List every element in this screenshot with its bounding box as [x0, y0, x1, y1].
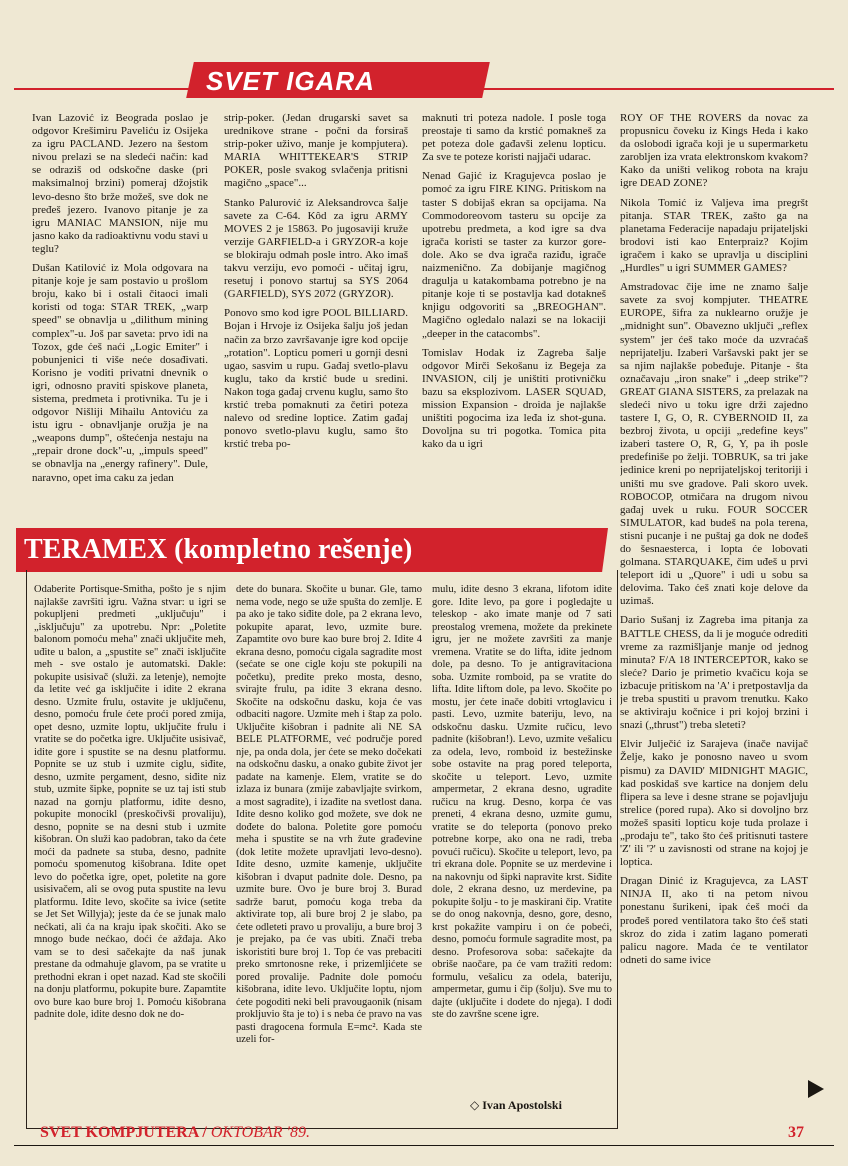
- teramex-column-1: [34, 584, 226, 1120]
- teramex-text-2: dete do bunara. Skočite u bunar. Gle, tamo nema vode, nego se uže spušta do zemlje. E pa ako je tako siđite dole, pa 2 ekrana levo, pokupite aparat, levo, uzmite bure. Zapamtite ovo bure kao bure broj 2. Idite 4 ekrana desno, pomoću cigala sagradite most (sećate se one cigle koju ste pokupili na početku), predite preko mosta, desno, svirajte frulu, pa idite 3 ekrana desno. Skočite na odskočnu dasku, koja će vas odbaciti nagore. Uzmite meh i štap za polo. Uključite kišobran i padnite ali NE SA BELE PLATFORME, već područje pored nje, pa onda dola, jer ćete se meko dočekati na odskočnu dasku, a onako gubite život jer padate na kamenje. Elem, vratite se do izlaza iz bunara (zmije zabavljajte svirkom, a most sagradite), i izađite na svetlost dana. Idite desno koliko god možete, sve dok ne dođete do balona. Poletite gore pomoću meha i spustite se na vrh žute građevine (dok letite možete upravljati levo-desno). Idite desno, uzmite kamenje, uključite kišobran i dvaput padnite dole. Desno, pa uzmite bure. Ovo je bure broj 3. Burad sadrže barut, pomoću koga treba da aktivirate top, ali bure broj 2 je slabo, pa ćete odleteti pravo u provaliju, a bure broj 3 je prejako, pa će vas ubiti. Znači treba iskoristiti bure broj 1. Top će vas prebaciti preko smrtonosne reke, i prizemljićete se pored provalije. Padnite dole pomoću kišobrana, idite levo. Uključite loptu, njom ćete pogoditi neki beli pravougaonik (nisam prokljuvio šta je to) i s neba će pravo na vas pasti dragocena formula E=mc². Kada ste uzeli for-: [236, 584, 422, 1045]
- letter-nikola-tomic: Nikola Tomić iz Valjeva ima pregršt pitanja. STAR TREK, zašto ga na planetama Federacije napadaju prijateljski brodovi isti kao Enterpraiz? Kojim igračem i kako se upravlja u disciplini „Hurdles" u igri SUMMER GAMES?: [620, 196, 808, 275]
- teramex-text-3: mulu, idite desno 3 ekrana, lifotom idite gore. Idite levo, pa gore i pogledajte u teleskop - ako imate manje od 7 sati preostalog vremena, možete da prekinete igru, jer ne možete završiti za manje vremena. Vratite se do lifta, idite jednom dole, pa desno. To je antigravitaciona soba. Uzmite romboid, pa se vratite do lifta. Idite liftom dole, pa levo. Skočite po mostu, jer ćete inače dobiti vrtoglavicu i pasti. Levo, uzmite bateriju, levo, na odskočnu dasku. Uzmite ručicu, levo padnite (kišobran!). Levo, uzmite vešalicu za odela, levo, romboid iz bestežinske sobe ostavite na prag pored teleporta, skočite u teleport. Levo, uzmite ampermetar, 2 ekrana desno, ugradite ručicu na krug. Desno, korpa će vas preneti, 4 ekrana desno, uzmite gumu, vratite se do teleporta (ponovo preko potrebne korpe, ako ona ne radi, treba povući ručicu). Skočite u teleport, levo, pa tri ekrana dole. Popnite se uz merdevine i na nakovnju od šipki napravite krst. Siđite dole, 2 ekrana desno, uz merdevine, pa pokupite šolju - to je maskirani čip. Vratite se do onog nakovnja, desno, gore, desno, krst pokažite vampiru i on će pobeći, desno, pomoću formule sagradite most, pa desno. Profesorova soba: sačekajte da obriše naočare, pa će vam tražiti redom: formulu, vešalicu za odela, bateriju, ampermetar, gumu i čip (šolju). Sve mu to dajte (uključite i dodete do njega). I dođi ste do završne scene igre.: [432, 584, 612, 1020]
- page-number: 37: [788, 1124, 804, 1141]
- magazine-name: SVET KOMPJUTERA /: [40, 1124, 207, 1141]
- column-3: [422, 112, 606, 530]
- letter-pool-billiard: Ponovo smo kod igre POOL BILLIARD. Bojan i Hrvoje iz Osijeka šalju još jedan način za brzo završavanje igre kod opcije „rotation". Lopticu pomeri u gornji desni ugao, sasvim u rupu. Gađaj svetlo-plavu kuglu, tako da krstić bude u sredini. Nakon toga gađaj crvenu kuglu, samo što krstić treba pomaknuti za četiri poteza nalevo od sredine loptice. Zatim gađaj ponovo svetlo-plavu kuglu, samo što krstić treba po-: [224, 307, 408, 451]
- letter-pool-continued: maknuti tri poteza nadole. I posle toga preostaje ti samo da krstić pomakneš za pet poteza dole gađavši zelenu lopticu. Za sve te poteze koristi najjači udarac.: [422, 112, 606, 164]
- teramex-title: TERAMEX (kompletno rešenje): [24, 534, 413, 565]
- footer-rule: [14, 1145, 834, 1146]
- letter-stanko-palurovic: Stanko Palurović iz Aleksandrovca šalje savete za C-64. Kôd za igru ARMY MOVES 2 je 15863. Po jugosaviji kruže verzije GARFIELD-a i GRYZOR-a koje se blokiraju odmah posle intro. Ako imaš takvu verziju, evo pomoći - učitaj igru, resetuj i ponovo startuj sa SYS 2064 (GARFIELD), SYS 2072 (GRYZOR).: [224, 196, 408, 301]
- teramex-column-2: [236, 584, 422, 1120]
- continue-arrow-icon: [808, 1080, 824, 1098]
- letter-nenad-gajic: Nenad Gajić iz Kragujevca poslao je pomoć za igru FIRE KING. Pritiskom na taster S dobijaš ekran sa opcijama. Na Commodoreovom tasteru su opcije za upotrebu predmeta, a kod igre sa dva igrača koristi se taster za kurzor gore-dole. Ako se dva igrača raziđu, igrače naizmenično. Za dobijanje magičnog dragulja u katakombama potrebno je na pitanje koje ti se postavlja kad dotakneš knjigu odgovoriti sa „BREOGHAN". Magično ogledalo nalazi se na lokaciji „deeper in the catacombs".: [422, 170, 606, 340]
- teramex-column-3: [432, 584, 612, 1092]
- letter-dario-susanj: Dario Sušanj iz Zagreba ima pitanja za BATTLE CHESS, da li je moguće odrediti vreme za razmišljanje manje od jednog minuta? F/A 18 INTERCEPTOR, kako se sleće? Dario je primetio kvačicu koja se izbacuje pritiskom na 'A' i pretpostavlja da je treba spustiti u pravom trenutku. Kako se aktiviraju kočnice i pri kojoj brzini i snazi („thrust") treba sleteti?: [620, 614, 808, 732]
- footer-magazine: [40, 1124, 310, 1142]
- issue-month: OKTOBAR '89.: [210, 1124, 310, 1141]
- section-title: SVET IGARA: [206, 66, 375, 96]
- letter-tomislav-hodak: Tomislav Hodak iz Zagreba šalje odgovor Mirči Sekošanu iz Begeja za INVASION, cilj je uništiti protivničku bazu sa eksplozivom. LASER SQUAD, mission Expansion - droida je najlakše uništiti pogocima iza leđa iz shot-guna. Dovoljna su tri pogotka. Tomica pita kako da u igri: [422, 346, 606, 451]
- letter-strip-poker: strip-poker. (Jedan drugarski savet sa urednikove strane - počni da forsiraš strip-poker uživo, manje je kompjutera). MARIA WHITTEKEAR'S STRIP POKER, posle svakog svlačenja pritisni magično „space"...: [224, 112, 408, 190]
- column-1: [32, 112, 208, 530]
- letter-ivan-lazovic: Ivan Lazović iz Beograda poslao je odgovor Krešimiru Paveliću iz Osijeka za igru PACLAND. Jezero na šestom nivou prelazi se na sledeći način: kad se odraziš od odskočne daske (pri maksimalnoj brzini) pomeraj džojstik levo-desno što brže možeš, sve dok ne pređeš jezero. Ivanovo pitanje je za igru MANIAC MANSION, nije mu jasno kako da radioaktivnu vodu stavi u teglu?: [32, 112, 208, 255]
- letter-roy-rovers: ROY OF THE ROVERS da novac za propusnicu čoveku iz Kings Heda i kako da oslobodi igrača koji je u supermarketu zarobljen iza vrata elektronskom kvakom? Kako da uništi velikog robota na kraju igre DEAD ZONE?: [620, 112, 808, 190]
- column-4: [620, 112, 808, 1112]
- author-signature: ◇ Ivan Apostolski: [470, 1098, 562, 1112]
- letter-elvir-juljecic: Elvir Julječić iz Sarajeva (inače navijač Želje, kako je ponosno naveo u svom pismu) za DAVID' MIDNIGHT MAGIC, kad poskidaš sve kartice na donjem delu flipera sa leve i desne strane se pojavljuju strelice (pored rupa). Ako si dovoljno brz možeš spasiti lopticu koje tuda prolaze i „prodaju te", tako što ćeš pritisnuti tastere 'Z' ili '?' u zavisnosti od strane na kojoj je loptica.: [620, 738, 808, 869]
- teramex-text-1: Odaberite Portisque-Smitha, pošto je s njim najlakše završiti igru. Važna stvar: u igri se pokupljeni predmeti „uključuju" i „isključuju" za upotrebu. Npr: „Poletite balonom pomoću meha" znači uključite meh, uđite u balon, a „spustite se" znači isključite meh - sve ostalo je automatski. Dakle: pokupite usisivač (služi. za letenje), nemojte da letite već ga isključite i idite 2 ekrana desno. Uzmite frulu, ostavite je uključenu, desno, pomoću frule ćete proći pored zmija, opet desno, uzmite loptu, uključite frulu i vratite se do početka igre. Uključite usisivač, idite gore i spustite se na desnu platformu. Popnite se uz stub i uzmite ciglu, siđite, desno, uzmite pergament, desno, siđite niz stub, uzmite šipke, popnite se uz taj isti stub nazad na gornju platformu, idite desno, pokupite monocikl (preskočivši provaliju), desno, popnite se na desni stub i uzmite kišobran. On služi kao padobran, tako da ćete moći da padnete sa stuba, desno, padnite pomoću spomenutog kišobrana. Idite opet levo do početka igre, opet, poletite na gore usisivačem, ali se ovog puta spustite na levu platformu. Idite levo, skočite sa ivice (setite se Jet Set Willyja); jeste da će se junak malo nećkati, ali ća na kraju ipak skočiti. Ako se mnogo bude nećkao, doći će ažđaja. Ako vam se to desi sačekajte da naš junak prestane da odmahuje glavom, pa se vratite u prethodni ekran i opet nazad. Kad ste skočili na donju platformu, pokupite bure. Zapamtite ovo bure kao bure broj 1. Pomoću kišobrana padnite dole, idite desno dok ne do-: [34, 584, 226, 1020]
- column-2: [224, 112, 408, 530]
- letter-dusan-katilovic: Dušan Katilović iz Mola odgovara na pitanje koje je sam postavio u prošlom broju, kako bi i ostali čitaoci imali koristi od toga: STAR TREK, „warp speed" se obnavlja u „dilithum mining complex"-u. Još par saveta: prvo idi na Tozox, gde ćeš naći „Logic Emiter" i pobunjenici ti više neće dosađivati. Korisno je voditi privatni dnevnik o igri, odnosno praviti spiskove planeta, sistema, predmeta i protivnika. Tu je i odgovor Nišliji Mihailu Antoviću za istu igru - obnavljanje oružja je na „weapons dump", oštećenja nestaju na „repair drone dock"-u, „impuls speed" se obnavlja na „energy rafinery". Dule, naravno, opet ima caku za jedan: [32, 262, 208, 484]
- letter-amstradovac: Amstradovac čije ime ne znamo šalje savete za svoj kompjuter. THEATRE EUROPE, šifra za nuklearno oružje je „midnight sun". Obavezno uključi „reflex system" jer ćeš tako moće da uzvraćaš neprijatelju. Izaberi Varšavski pakt jer se sa njim najlakše pobeđuje. Pitanje - šta označavaju „iron snake" i „deep strike"? GREAT GIANA SISTERS, za prelazak na sledeći nivo u toku igre drži zajedno tastere I, G, O, R. CYBERNOID II, za bezbroj života, u opciji „redefine keys" izaberi tastere O, R, G, Y, pa ih posle predefiniše po želji. TOBRUK, sa tri jake jedinice kreni po neprijateljskoj teritoriji i uništi mu sve gradove. Pali skoro uvek. ROBOCOP, otmičara na drugom nivou gađaj uvek u ruku. FOUR SOCCER SIMULATOR, kad budeš na pola terena, stisni pucanje i ne puštaj ga dok ne dođeš do šesnaesterca, i lopta će lobovati golmana. STARQUAKE, čim uđeš u prvi teleport idi u „Quore" i udi u sobu sa delovima. Tako ćeš znati koje delove da uzimaš.: [620, 281, 808, 608]
- letter-dragan-dinic: Dragan Dinić iz Kragujevca, za LAST NINJA II, ako ti na petom nivou ponestanu šurikeni, ipak ćeš moći da prođeš pored ventilatora tako što ćeš stati skroz do zida i zatim lagano pomerati palicu nagore. Mada će te ventilator odneti do same ivice: [620, 875, 808, 966]
